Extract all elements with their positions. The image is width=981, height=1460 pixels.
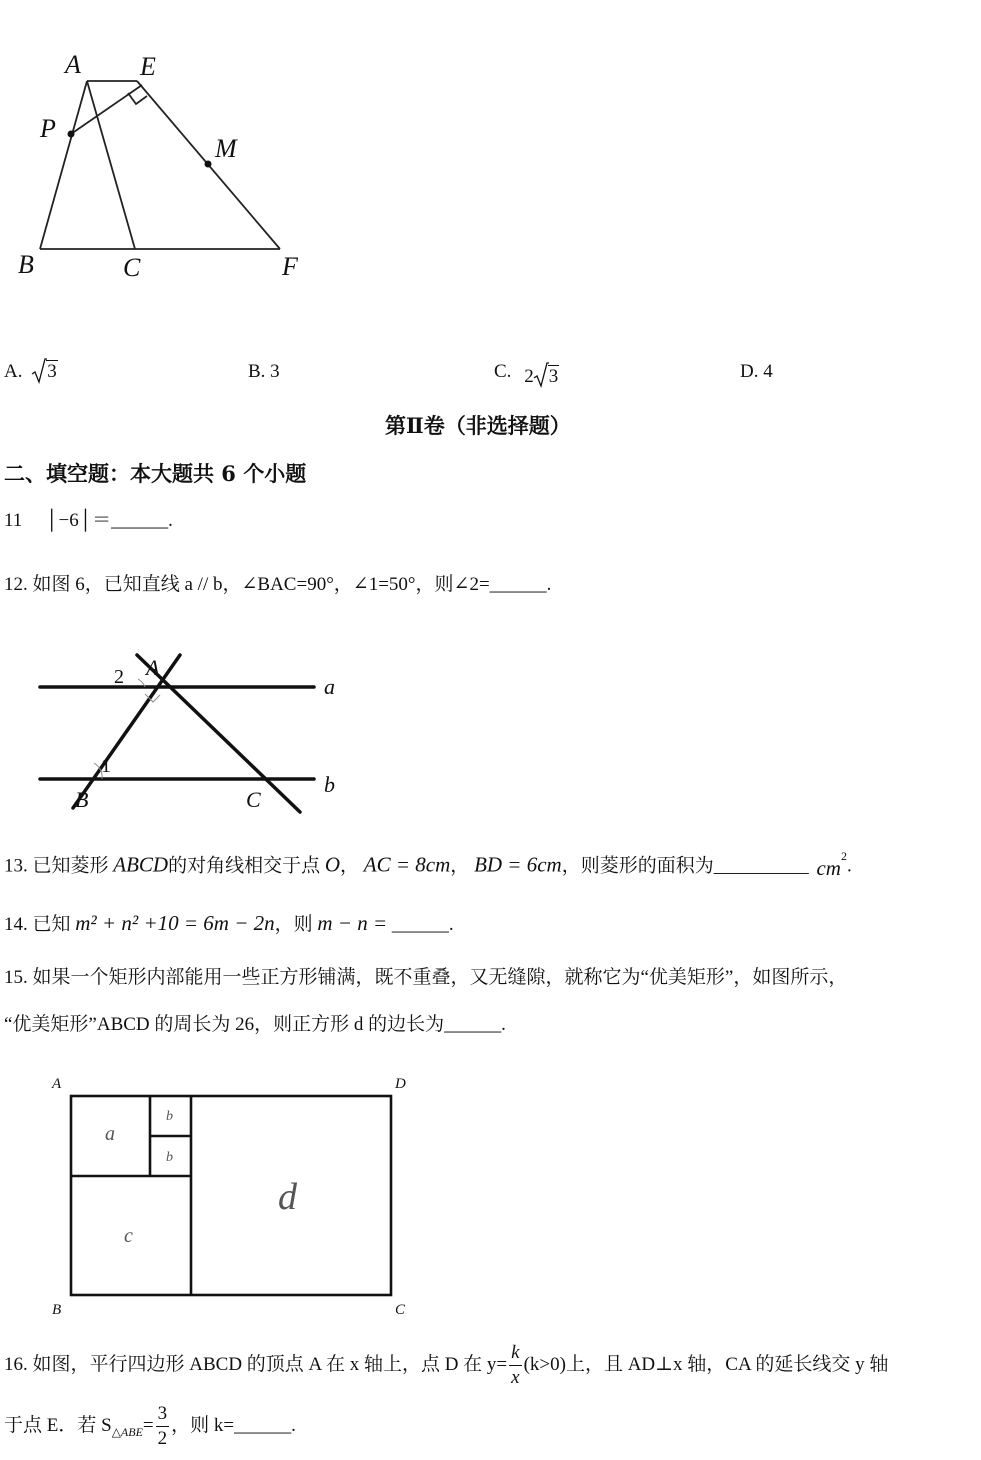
q13-unit: cm — [816, 856, 841, 881]
q16-fraction-3-2 — [156, 1402, 170, 1451]
q14-equation: m² + n² +10 = 6m − 2n — [75, 911, 275, 935]
q16-line2-a: 于点 E．若 S — [4, 1415, 112, 1436]
q13-end: . — [846, 855, 852, 877]
figure-beautiful-rectangle — [40, 1068, 430, 1330]
option-c-prefix: C. — [494, 361, 512, 382]
label-angle-2: 2 — [114, 666, 124, 688]
q13-o: O — [324, 852, 341, 877]
q16-frac-den: x — [511, 1367, 520, 1389]
label-B: B — [52, 1302, 62, 1318]
sqrt-3-a — [33, 360, 58, 384]
q16-frac2-den: 2 — [157, 1428, 168, 1450]
label-P: P — [40, 114, 56, 143]
question-16-line2 — [4, 1398, 296, 1460]
square-c-label: c — [124, 1225, 133, 1247]
q14-expr: m − n = — [317, 911, 388, 935]
section-title: 第Ⅱ卷（非选择题） — [385, 413, 571, 438]
option-c-value: 3 — [548, 366, 559, 387]
option-b[interactable]: B. 3 — [248, 361, 280, 382]
sqrt-3-c — [534, 365, 560, 389]
label-C: C — [123, 253, 141, 282]
label-F: F — [282, 252, 298, 281]
label-A: A — [52, 1076, 62, 1092]
label-E: E — [140, 52, 156, 81]
question-14 — [4, 911, 454, 937]
question-12: 12. 如图 6，已知直线 a // b，∠BAC=90°，∠1=50°，则∠2=______. — [4, 574, 552, 595]
q13-prefix: 13. 已知菱形 — [4, 855, 109, 877]
label-B: B — [75, 787, 89, 812]
label-D: D — [395, 1076, 406, 1092]
part-heading: 二、填空题：本大题共 6 个小题 — [4, 461, 307, 486]
q13-unit-sup: 2 — [840, 849, 847, 863]
figure-parallel-lines — [30, 645, 350, 820]
q13-bd: BD = 6cm — [474, 852, 562, 877]
q11-expression: │−6│＝______. — [45, 510, 173, 531]
q13-comma1: ， — [340, 855, 360, 877]
q13-mid1: 的对角线相交于点 — [168, 855, 321, 877]
label-M: M — [215, 134, 237, 163]
q13-comma2: ， — [450, 855, 470, 877]
question-16-line1 — [4, 1335, 888, 1395]
label-C: C — [395, 1302, 406, 1318]
q14-blank: ______. — [391, 914, 454, 935]
q16-frac2-num: 3 — [156, 1402, 170, 1427]
figure-trapezoid — [10, 45, 340, 295]
question-11 — [4, 509, 173, 533]
label-b: b — [324, 772, 335, 797]
q13-ac: AC = 8cm — [363, 852, 451, 877]
question-15-line1: 15. 如果一个矩形内部能用一些正方形铺满，既不重叠，又无缝隙，就称它为“优美矩形”，如图所示， — [4, 967, 848, 988]
option-c[interactable] — [494, 360, 559, 387]
radical-icon — [31, 358, 47, 384]
option-a-value: 3 — [47, 361, 57, 382]
option-a[interactable] — [4, 360, 58, 384]
radical-icon — [533, 362, 549, 388]
square-b1-label: b — [166, 1109, 173, 1124]
square-a-label: a — [105, 1123, 115, 1145]
option-c-coef: 2 — [524, 366, 534, 387]
q13-abcd: ABCD — [113, 852, 169, 877]
q16-line2-c: ，则 k=______. — [171, 1415, 296, 1436]
q16-line2-b: = — [142, 1415, 154, 1436]
label-A: A — [146, 655, 160, 680]
q11-number: 11 — [4, 510, 23, 531]
label-a: a — [324, 674, 335, 699]
option-d[interactable]: D. 4 — [740, 361, 773, 382]
q16-fraction-k-x — [509, 1341, 521, 1390]
q16-frac-num: k — [509, 1341, 521, 1366]
label-B: B — [18, 250, 34, 279]
q16-line1-a: 16. 如图，平行四边形 ABCD 的顶点 A 在 x 轴上，点 D 在 y= — [4, 1354, 508, 1375]
question-13 — [4, 848, 852, 881]
q14-mid: ，则 — [274, 914, 313, 935]
question-15-line2: “优美矩形”ABCD 的周长为 26，则正方形 d 的边长为______. — [4, 1014, 506, 1035]
label-A: A — [65, 50, 81, 79]
square-b2-label: b — [166, 1150, 173, 1165]
square-d-label: d — [278, 1176, 297, 1218]
label-C: C — [246, 787, 261, 812]
q16-line1-b: (k>0)上，且 AD⊥x 轴，CA 的延长线交 y 轴 — [523, 1354, 889, 1375]
q13-suffix: ，则菱形的面积为__________ — [561, 855, 809, 877]
label-angle-1: 1 — [101, 755, 111, 777]
q16-line2-sub: △ABE — [111, 1424, 143, 1439]
q14-prefix: 14. 已知 — [4, 914, 71, 935]
option-a-prefix: A. — [4, 361, 23, 382]
